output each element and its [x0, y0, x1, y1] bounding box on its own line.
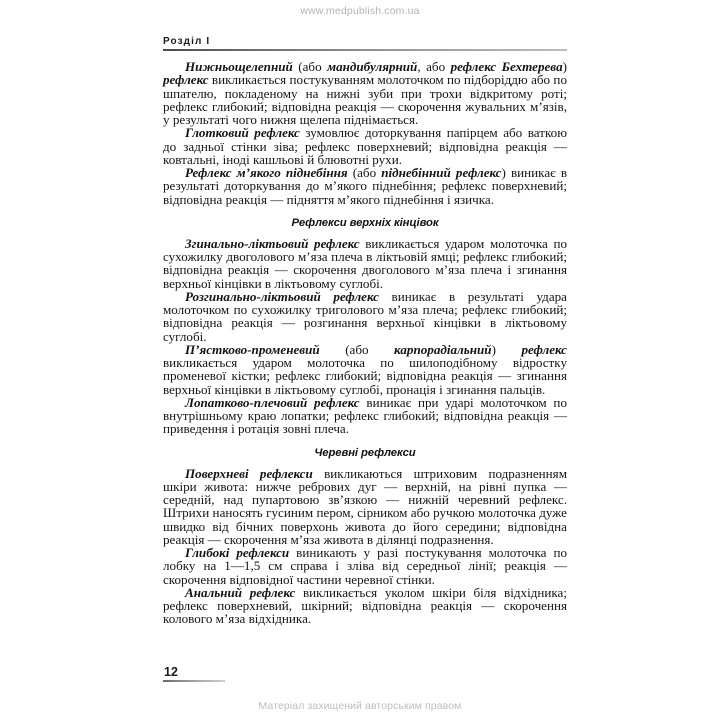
term-emphasis: Глибокі рефлекси — [185, 545, 297, 560]
body-run: викликається постукуванням молоточком по підборіддю або по шпателю, покладеному на нижні зуби при трохи відкритому роті; рефлекс глибокий; відповідна реакція — скорочення жувальних м’язів, у результаті чого нижня щелепа піднімається. — [163, 72, 567, 127]
body-run: викликається ударом молоточка по шилоподібному відростку променевої кістки; рефлекс глибокий; відповідна реакція — згинання верхньої кінцівки в ліктьовому суглобі, пронація і згинання пальців. — [163, 355, 567, 397]
paragraph-carporadial-reflex — [163, 343, 567, 396]
paragraph-soft-palate-reflex — [163, 166, 567, 206]
body-run: (або — [352, 165, 382, 180]
paragraph-mandibular-reflex — [163, 60, 567, 126]
body-run: (або — [345, 341, 395, 357]
section-heading-abdominal-reflexes: Черевні рефлекси — [314, 446, 416, 459]
term-emphasis: Лопатково-плечовий рефлекс — [185, 394, 367, 410]
body-run: зумовлює доторкування папірцем або ваткою до задньої стінки зіва; рефлекс поверхневий; відповідна реакція — ковтальні, іноді кашльові й блювотні рухи. — [163, 125, 567, 167]
folio-rule — [163, 680, 225, 682]
body-run: ) виникає в результаті доторкування до м’якого піднебіння; рефлекс поверхневий; відповідна реакція — підняття м’якого піднебіння і язичка. — [163, 165, 568, 207]
body-run: виникає при ударі молоточком по внутрішньому краю лопатки; рефлекс глибокий; відповідна реакція — приведення і ротація зовні плеча. — [163, 394, 567, 437]
body-run: ) — [491, 341, 522, 357]
term-emphasis: Поверхневі рефлекси — [185, 465, 325, 481]
running-head-label: Розділ I — [163, 36, 211, 47]
term-emphasis: піднебінний рефлекс — [381, 165, 502, 180]
term-emphasis: рефлекс — [163, 72, 212, 88]
paragraph-superficial-reflexes — [163, 467, 567, 547]
section-heading-upper-limb-reflexes: Рефлекси верхніх кінцівок — [291, 216, 439, 229]
site-watermark: www.medpublish.com.ua — [300, 5, 420, 17]
running-head-rule — [163, 49, 567, 51]
running-head — [163, 36, 567, 51]
paragraph-scapulohumeral-reflex — [163, 396, 567, 436]
term-emphasis: П’ястково-променевий — [185, 341, 346, 357]
paragraph-anal-reflex — [163, 586, 567, 626]
body-run: (або — [298, 59, 328, 74]
folio — [163, 666, 225, 682]
body-text-column — [163, 60, 567, 626]
term-emphasis: карпорадіальний — [394, 341, 492, 357]
term-emphasis: мандибулярний — [327, 59, 418, 74]
body-run: виникає в результаті удара молоточком по сухожилку триголового м’яза плеча; рефлекс глибокий; відповідна реакція — розгинання верхньої кінцівки в ліктьовому суглобі. — [163, 288, 567, 344]
body-run: викликається уколом шкіри біля відхідника; рефлекс поверхневий, шкірний; відповідна реакція — скорочення колового м’яза відхідника. — [163, 584, 567, 627]
term-emphasis: Глотковий рефлекс — [185, 125, 306, 141]
paragraph-extensor-elbow-reflex — [163, 290, 567, 343]
page-number: 12 — [164, 665, 178, 679]
body-run: ) — [562, 59, 567, 74]
paragraph-pharyngeal-reflex — [163, 126, 567, 166]
paragraph-flexor-elbow-reflex — [163, 237, 567, 290]
term-emphasis: Рефлекс м’якого піднебіння — [185, 165, 353, 180]
term-emphasis: Нижньощелепний — [185, 59, 299, 74]
term-emphasis: Згинально-ліктьовий рефлекс — [185, 235, 366, 251]
term-emphasis: Розгинально-ліктьовий рефлекс — [185, 288, 392, 304]
body-run: виникають у разі постукування молоточка по лобку на 1—1,5 см справа і зліва від середньої лінії; реакція — скорочення відповідної частини черевної стінки. — [163, 545, 567, 587]
term-emphasis: Анальний рефлекс — [185, 584, 303, 600]
body-run: викликається ударом молоточка по сухожилку двоголового м’яза плеча в ліктьовій ямці; рефлекс глибокий; відповідна реакція — скорочення двоголового м’яза плеча і згинання верхньої кінцівки в ліктьовому суглобі. — [163, 235, 567, 291]
term-emphasis: рефлекс — [521, 341, 567, 357]
term-emphasis: рефлекс Бехтерева — [450, 59, 563, 74]
body-run: , або — [417, 59, 451, 74]
copyright-watermark: Матеріал захищений авторським правом — [258, 700, 462, 712]
paragraph-deep-reflexes — [163, 546, 567, 586]
body-run: викликаються штриховим подразненням шкіри живота: нижче ребрових дуг — верхній, на рівні пупка — середній, над пупартовою зв’язкою — нижній черевний рефлекс. Штрихи наносять гусиним пером, сірником або ручкою молоточка дуже швидко від бічних поверхонь живота до його середини; відповідна реакція — скорочення м’яза живота в ділянці подразнення. — [163, 465, 567, 547]
